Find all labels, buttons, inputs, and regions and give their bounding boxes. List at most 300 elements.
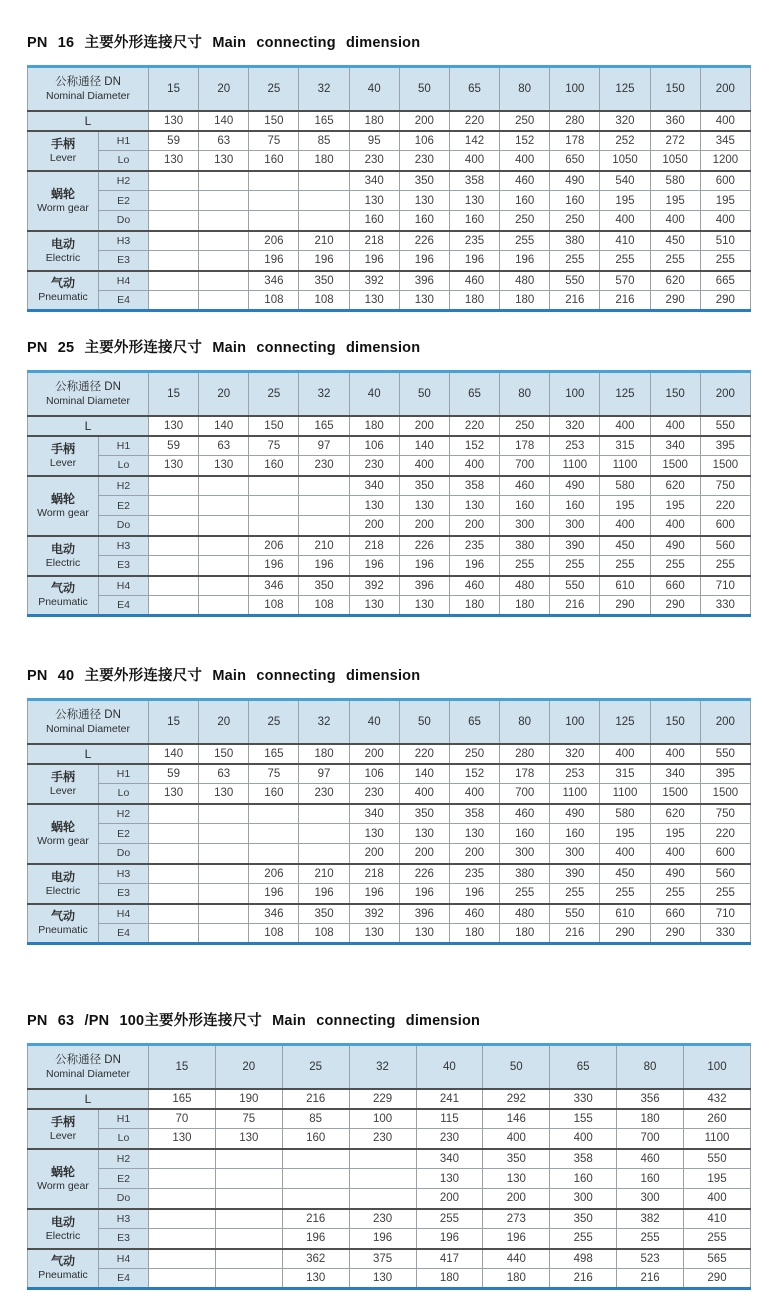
value-cell: [199, 804, 249, 824]
col-header-cell: 200: [700, 372, 750, 416]
value-cell: 85: [299, 131, 349, 151]
value-cell: 255: [684, 1229, 751, 1249]
param-label-cell: E2: [99, 191, 149, 211]
value-cell: 142: [449, 131, 499, 151]
value-cell: 196: [500, 251, 550, 271]
value-cell: 300: [550, 1189, 617, 1209]
group-label-cell: [28, 1149, 99, 1209]
value-cell: [149, 1169, 216, 1189]
value-cell: 108: [249, 291, 299, 311]
value-cell: 1050: [650, 151, 700, 171]
value-cell: 400: [600, 516, 650, 536]
value-cell: 1100: [550, 784, 600, 804]
value-cell: 130: [349, 191, 399, 211]
value-cell: 196: [349, 884, 399, 904]
value-cell: [249, 211, 299, 231]
value-cell: 195: [700, 191, 750, 211]
col-header-cell: 200: [700, 700, 750, 744]
col-header-cell: 80: [500, 700, 550, 744]
value-cell: 165: [149, 1089, 216, 1109]
value-cell: 196: [399, 556, 449, 576]
value-cell: 252: [600, 131, 650, 151]
value-cell: 195: [650, 496, 700, 516]
value-cell: 216: [550, 596, 600, 616]
dn-label-cn: 公称通径 DN: [55, 1053, 121, 1066]
param-label-cell: H1: [99, 1109, 149, 1129]
value-cell: 255: [650, 251, 700, 271]
value-cell: 560: [700, 536, 750, 556]
value-cell: 450: [600, 864, 650, 884]
table-holder-pn25: [27, 370, 751, 617]
value-cell: 255: [600, 251, 650, 271]
value-cell: 130: [399, 191, 449, 211]
value-cell: [215, 1189, 282, 1209]
value-cell: 550: [550, 271, 600, 291]
value-cell: 565: [684, 1249, 751, 1269]
value-cell: 180: [299, 744, 349, 764]
value-cell: 130: [399, 596, 449, 616]
value-cell: 400: [600, 416, 650, 436]
value-cell: 450: [650, 231, 700, 251]
value-cell: [149, 1209, 216, 1229]
value-cell: 196: [282, 1229, 349, 1249]
value-cell: 160: [399, 211, 449, 231]
value-cell: 358: [550, 1149, 617, 1169]
value-cell: 230: [399, 151, 449, 171]
group-label-cell: [28, 231, 99, 271]
value-cell: 108: [249, 596, 299, 616]
value-cell: 160: [550, 824, 600, 844]
value-cell: 350: [299, 271, 349, 291]
value-cell: 196: [249, 556, 299, 576]
value-cell: 130: [399, 924, 449, 944]
value-cell: 150: [249, 111, 299, 131]
value-cell: 1500: [700, 784, 750, 804]
group-label-en: Pneumatic: [38, 291, 88, 304]
value-cell: 180: [483, 1269, 550, 1289]
group-label-cell: [28, 804, 99, 864]
group-label-en: Electric: [45, 884, 81, 897]
value-cell: 350: [550, 1209, 617, 1229]
value-cell: 216: [282, 1089, 349, 1109]
group-label-cn: 手柄: [50, 441, 75, 456]
col-header-cell: 125: [600, 700, 650, 744]
section-pn16: [27, 31, 751, 312]
value-cell: 196: [249, 251, 299, 271]
dn-header-cell: [28, 700, 149, 744]
value-cell: 250: [500, 111, 550, 131]
col-header-cell: 25: [249, 700, 299, 744]
param-label-cell: H3: [99, 1209, 149, 1229]
value-cell: 1100: [600, 456, 650, 476]
value-cell: 75: [249, 131, 299, 151]
value-cell: 400: [399, 456, 449, 476]
value-cell: 400: [449, 456, 499, 476]
value-cell: 253: [550, 764, 600, 784]
value-cell: 165: [299, 111, 349, 131]
col-header-cell: 40: [416, 1045, 483, 1089]
value-cell: 130: [199, 151, 249, 171]
value-cell: 292: [483, 1089, 550, 1109]
value-cell: [249, 804, 299, 824]
value-cell: [149, 1189, 216, 1209]
value-cell: 216: [550, 1269, 617, 1289]
value-cell: 358: [449, 804, 499, 824]
value-cell: [215, 1149, 282, 1169]
value-cell: 356: [617, 1089, 684, 1109]
value-cell: 400: [600, 211, 650, 231]
value-cell: 480: [500, 904, 550, 924]
value-cell: 130: [349, 924, 399, 944]
param-label-cell: E4: [99, 291, 149, 311]
value-cell: 230: [349, 784, 399, 804]
value-cell: 320: [550, 416, 600, 436]
value-cell: 146: [483, 1109, 550, 1129]
value-cell: 180: [349, 416, 399, 436]
value-cell: 400: [500, 151, 550, 171]
value-cell: 108: [299, 291, 349, 311]
value-cell: 130: [449, 191, 499, 211]
value-cell: 195: [600, 191, 650, 211]
value-cell: 390: [550, 864, 600, 884]
value-cell: [215, 1209, 282, 1229]
value-cell: 130: [199, 456, 249, 476]
value-cell: 160: [500, 191, 550, 211]
group-label-en: Worm gear: [37, 1179, 89, 1192]
value-cell: 195: [684, 1169, 751, 1189]
value-cell: 63: [199, 436, 249, 456]
value-cell: 490: [650, 536, 700, 556]
value-cell: [149, 924, 199, 944]
value-cell: 700: [617, 1129, 684, 1149]
col-header-cell: 15: [149, 1045, 216, 1089]
param-label-cell: H3: [99, 231, 149, 251]
value-cell: 396: [399, 904, 449, 924]
col-header-cell: 50: [399, 372, 449, 416]
value-cell: 255: [700, 884, 750, 904]
value-cell: 140: [199, 416, 249, 436]
value-cell: 340: [349, 476, 399, 496]
group-label-cn: 蜗轮: [50, 186, 75, 201]
value-cell: 255: [650, 884, 700, 904]
value-cell: 180: [500, 291, 550, 311]
group-label-en: Pneumatic: [38, 1269, 88, 1282]
value-cell: 400: [650, 211, 700, 231]
col-header-cell: 32: [349, 1045, 416, 1089]
value-cell: 178: [500, 764, 550, 784]
value-cell: 460: [449, 271, 499, 291]
group-label-en: Lever: [49, 784, 77, 797]
value-cell: 165: [249, 744, 299, 764]
col-header-cell: 150: [650, 372, 700, 416]
value-cell: 178: [500, 436, 550, 456]
value-cell: 300: [617, 1189, 684, 1209]
param-label-cell: H4: [99, 576, 149, 596]
param-label-cell: E2: [99, 824, 149, 844]
value-cell: 226: [399, 231, 449, 251]
value-cell: 160: [550, 191, 600, 211]
value-cell: 290: [650, 596, 700, 616]
value-cell: 396: [399, 576, 449, 596]
value-cell: 340: [349, 804, 399, 824]
group-label-cn: 蜗轮: [50, 1164, 75, 1179]
param-label-cell: H1: [99, 764, 149, 784]
value-cell: 350: [399, 171, 449, 191]
value-cell: 660: [650, 904, 700, 924]
row-label-cell-l: L: [28, 416, 149, 436]
value-cell: [299, 804, 349, 824]
value-cell: 1500: [650, 456, 700, 476]
value-cell: 108: [299, 596, 349, 616]
group-label-cell: [28, 1209, 99, 1249]
value-cell: 600: [700, 171, 750, 191]
value-cell: 290: [650, 291, 700, 311]
value-cell: 315: [600, 764, 650, 784]
value-cell: 206: [249, 231, 299, 251]
col-header-cell: 20: [199, 700, 249, 744]
group-label-en: Electric: [45, 556, 81, 569]
value-cell: [149, 576, 199, 596]
value-cell: 108: [299, 924, 349, 944]
value-cell: [249, 516, 299, 536]
value-cell: 380: [500, 536, 550, 556]
value-cell: 450: [600, 536, 650, 556]
value-cell: 106: [399, 131, 449, 151]
value-cell: 346: [249, 576, 299, 596]
value-cell: 220: [449, 111, 499, 131]
value-cell: 196: [349, 556, 399, 576]
value-cell: 130: [399, 824, 449, 844]
value-cell: 600: [700, 516, 750, 536]
value-cell: [149, 556, 199, 576]
value-cell: [199, 924, 249, 944]
value-cell: 290: [600, 924, 650, 944]
value-cell: 490: [550, 476, 600, 496]
value-cell: 255: [700, 251, 750, 271]
value-cell: [199, 251, 249, 271]
group-label-en: Pneumatic: [38, 924, 88, 937]
value-cell: 400: [650, 844, 700, 864]
value-cell: [149, 864, 199, 884]
param-label-cell: E4: [99, 924, 149, 944]
value-cell: [149, 1149, 216, 1169]
value-cell: 330: [550, 1089, 617, 1109]
group-label-cell: [28, 1109, 99, 1149]
value-cell: 200: [449, 516, 499, 536]
value-cell: 130: [149, 456, 199, 476]
value-cell: 196: [249, 884, 299, 904]
value-cell: 550: [550, 576, 600, 596]
col-header-cell: 150: [650, 700, 700, 744]
value-cell: [199, 191, 249, 211]
value-cell: 392: [349, 576, 399, 596]
value-cell: 255: [700, 556, 750, 576]
value-cell: [199, 556, 249, 576]
value-cell: [299, 516, 349, 536]
value-cell: [249, 824, 299, 844]
value-cell: [149, 1229, 216, 1249]
group-label-cn: 气动: [50, 1254, 75, 1269]
param-label-cell: Do: [99, 211, 149, 231]
param-label-cell: E3: [99, 884, 149, 904]
value-cell: 200: [399, 416, 449, 436]
col-header-cell: 200: [700, 67, 750, 111]
value-cell: [299, 824, 349, 844]
value-cell: 272: [650, 131, 700, 151]
value-cell: 152: [449, 764, 499, 784]
section-pn25: [27, 336, 751, 617]
col-header-cell: 15: [149, 67, 199, 111]
param-label-cell: E2: [99, 496, 149, 516]
param-label-cell: E4: [99, 1269, 149, 1289]
value-cell: [149, 884, 199, 904]
title-pn40: PN 40 主要外形连接尺寸 Main connecting dimension: [27, 668, 421, 684]
value-cell: 400: [600, 744, 650, 764]
value-cell: [299, 496, 349, 516]
value-cell: 400: [650, 516, 700, 536]
value-cell: 255: [650, 556, 700, 576]
value-cell: [149, 171, 199, 191]
row-label-cell-l: L: [28, 1089, 149, 1109]
col-header-cell: 125: [600, 67, 650, 111]
value-cell: [149, 211, 199, 231]
col-header-cell: 100: [550, 67, 600, 111]
value-cell: 180: [299, 151, 349, 171]
value-cell: [199, 271, 249, 291]
group-label-cn: 电动: [50, 236, 75, 251]
col-header-cell: 20: [199, 372, 249, 416]
dimension-table-pn40: [27, 698, 751, 945]
value-cell: 106: [349, 436, 399, 456]
value-cell: 210: [299, 864, 349, 884]
value-cell: 290: [600, 596, 650, 616]
value-cell: [199, 211, 249, 231]
value-cell: 315: [600, 436, 650, 456]
value-cell: 140: [199, 111, 249, 131]
value-cell: 130: [149, 151, 199, 171]
value-cell: [282, 1149, 349, 1169]
value-cell: 97: [299, 436, 349, 456]
value-cell: 180: [449, 291, 499, 311]
value-cell: 196: [399, 251, 449, 271]
value-cell: 235: [449, 536, 499, 556]
value-cell: 1500: [650, 784, 700, 804]
value-cell: 230: [299, 456, 349, 476]
value-cell: 358: [449, 171, 499, 191]
value-cell: 130: [399, 291, 449, 311]
value-cell: 1500: [700, 456, 750, 476]
value-cell: 216: [282, 1209, 349, 1229]
group-label-cn: 气动: [50, 909, 75, 924]
value-cell: 300: [550, 844, 600, 864]
value-cell: 400: [449, 784, 499, 804]
value-cell: 400: [550, 1129, 617, 1149]
value-cell: 400: [449, 151, 499, 171]
param-label-cell: Do: [99, 516, 149, 536]
value-cell: 130: [215, 1129, 282, 1149]
value-cell: 160: [617, 1169, 684, 1189]
value-cell: 196: [416, 1229, 483, 1249]
value-cell: 140: [399, 764, 449, 784]
table-holder-pn16: [27, 65, 751, 312]
value-cell: 460: [500, 476, 550, 496]
value-cell: 200: [399, 844, 449, 864]
value-cell: [199, 596, 249, 616]
value-cell: 130: [349, 824, 399, 844]
value-cell: 610: [600, 904, 650, 924]
value-cell: [149, 516, 199, 536]
table-holder-pn40: [27, 698, 751, 945]
value-cell: 200: [349, 844, 399, 864]
value-cell: 160: [500, 496, 550, 516]
value-cell: [249, 476, 299, 496]
value-cell: 620: [650, 271, 700, 291]
value-cell: 750: [700, 476, 750, 496]
value-cell: 130: [199, 784, 249, 804]
value-cell: 160: [349, 211, 399, 231]
value-cell: 570: [600, 271, 650, 291]
group-label-cell: [28, 171, 99, 231]
value-cell: 85: [282, 1109, 349, 1129]
value-cell: 178: [550, 131, 600, 151]
value-cell: 59: [149, 764, 199, 784]
value-cell: 226: [399, 864, 449, 884]
col-header-cell: 25: [249, 372, 299, 416]
value-cell: 253: [550, 436, 600, 456]
param-label-cell: Do: [99, 1189, 149, 1209]
value-cell: 206: [249, 864, 299, 884]
param-label-cell: H4: [99, 271, 149, 291]
value-cell: 130: [149, 416, 199, 436]
value-cell: 200: [399, 516, 449, 536]
value-cell: [149, 496, 199, 516]
group-label-cn: 手柄: [50, 136, 75, 151]
group-label-cn: 蜗轮: [50, 819, 75, 834]
value-cell: 130: [149, 111, 199, 131]
value-cell: 700: [500, 456, 550, 476]
group-label-cell: [28, 536, 99, 576]
value-cell: 700: [500, 784, 550, 804]
value-cell: 490: [650, 864, 700, 884]
dn-label-en: Nominal Diameter: [45, 1067, 131, 1080]
value-cell: 63: [199, 131, 249, 151]
value-cell: 230: [416, 1129, 483, 1149]
param-label-cell: H1: [99, 131, 149, 151]
value-cell: 75: [249, 764, 299, 784]
value-cell: [349, 1169, 416, 1189]
col-header-cell: 80: [500, 372, 550, 416]
value-cell: 255: [600, 884, 650, 904]
param-label-cell: E4: [99, 596, 149, 616]
value-cell: 196: [449, 884, 499, 904]
value-cell: 130: [149, 1129, 216, 1149]
value-cell: 59: [149, 436, 199, 456]
value-cell: 350: [399, 476, 449, 496]
value-cell: 196: [399, 884, 449, 904]
value-cell: 380: [550, 231, 600, 251]
value-cell: 180: [500, 924, 550, 944]
value-cell: 1100: [684, 1129, 751, 1149]
value-cell: 230: [349, 151, 399, 171]
group-label-en: Lever: [49, 151, 77, 164]
value-cell: 130: [349, 1269, 416, 1289]
group-label-cell: [28, 1249, 99, 1289]
col-header-cell: 40: [349, 67, 399, 111]
param-label-cell: H2: [99, 1149, 149, 1169]
value-cell: 241: [416, 1089, 483, 1109]
value-cell: 340: [416, 1149, 483, 1169]
col-header-cell: 65: [550, 1045, 617, 1089]
